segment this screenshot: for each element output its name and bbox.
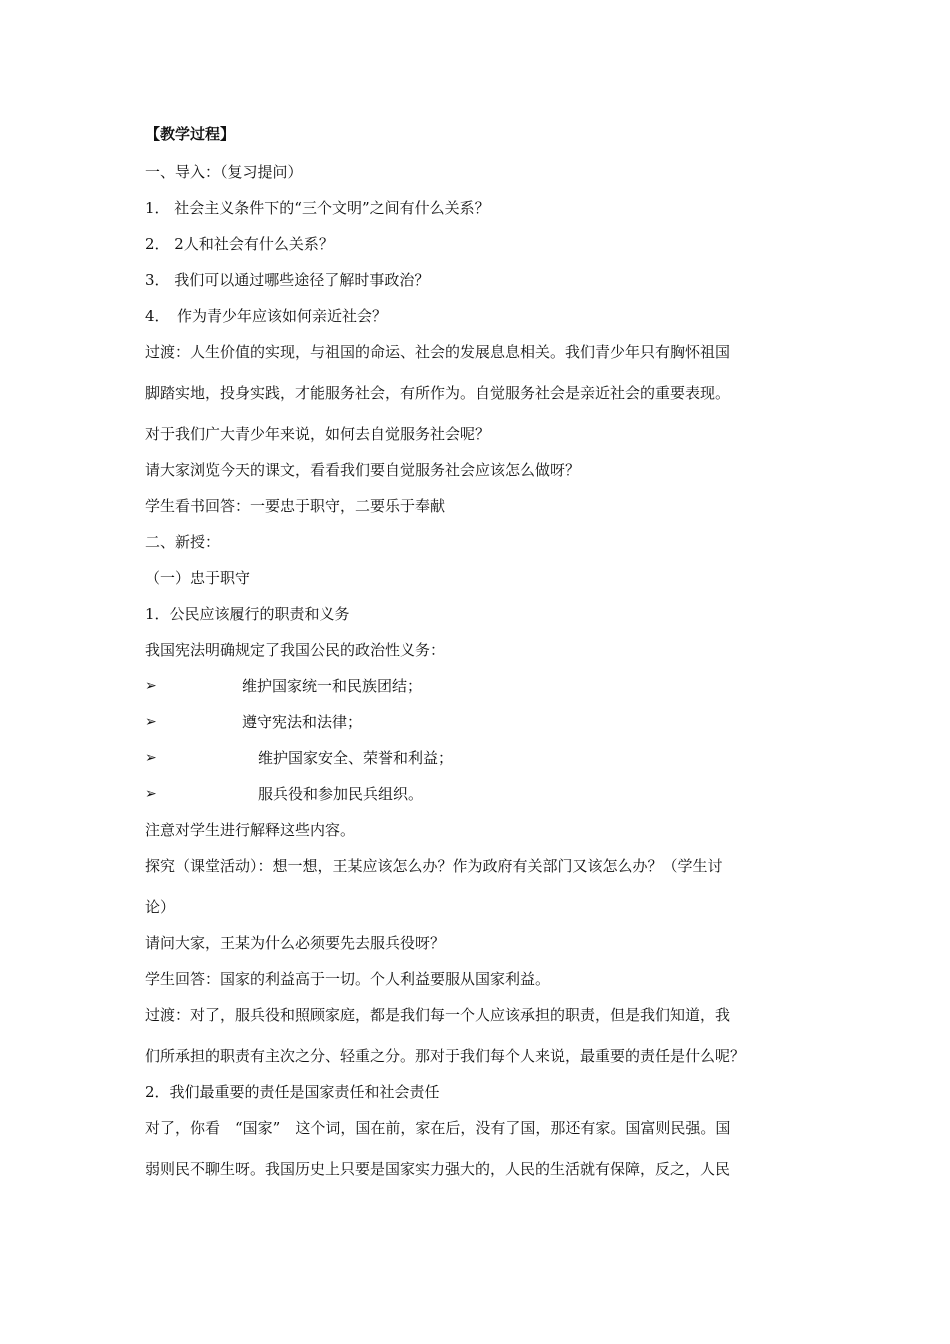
bullet-arrow-icon: ➢ xyxy=(145,678,157,694)
text-line: 一、导入：（复习提问） xyxy=(145,163,303,181)
text-line: 1． 社会主义条件下的“三个文明”之间有什么关系？ xyxy=(145,199,490,217)
text-line: 3． 我们可以通过哪些途径了解时事政治？ xyxy=(145,271,430,289)
text-line: 们所承担的职责有主次之分、轻重之分。那对于我们每个人来说，最重要的责任是什么呢？ xyxy=(145,1047,746,1065)
text-line: 4． 作为青少年应该如何亲近社会？ xyxy=(145,307,388,325)
bullet-item: 遵守宪法和法律； xyxy=(242,713,363,731)
bullet-item: 维护国家安全、荣誉和利益； xyxy=(258,749,454,767)
text-line: 2．我们最重要的责任是国家责任和社会责任 xyxy=(145,1083,440,1101)
bullet-item: 维护国家统一和民族团结； xyxy=(242,677,423,695)
bullet-arrow-icon: ➢ xyxy=(145,750,157,766)
text-line: 学生回答：国家的利益高于一切。个人利益要服从国家利益。 xyxy=(145,970,551,988)
bullet-item: 服兵役和参加民兵组织。 xyxy=(258,785,424,803)
text-line: 请问大家，王某为什么必须要先去服兵役呀？ xyxy=(145,934,446,952)
bullet-arrow-icon: ➢ xyxy=(145,786,157,802)
text-line: 请大家浏览今天的课文，看看我们要自觉服务社会应该怎么做呀？ xyxy=(145,461,581,479)
text-line: 注意对学生进行解释这些内容。 xyxy=(145,821,356,839)
text-line: 探究（课堂活动）：想一想，王某应该怎么办？作为政府有关部门又该怎么办？（学生讨 xyxy=(145,857,723,875)
text-line: 我国宪法明确规定了我国公民的政治性义务： xyxy=(145,641,446,659)
text-line: 1．公民应该履行的职责和义务 xyxy=(145,605,350,623)
text-line: （一）忠于职守 xyxy=(145,569,251,587)
text-line: 脚踏实地，投身实践，才能服务社会，有所作为。自觉服务社会是亲近社会的重要表现。 xyxy=(145,384,731,402)
text-line: 对于我们广大青少年来说，如何去自觉服务社会呢？ xyxy=(145,425,491,443)
text-line: 学生看书回答：一要忠于职守，二要乐于奉献 xyxy=(145,497,446,515)
text-line: 二、新授： xyxy=(145,533,221,551)
text-line: 过渡：人生价值的实现，与祖国的命运、社会的发展息息相关。我们青少年只有胸怀祖国 xyxy=(145,343,731,361)
section-title: 【教学过程】 xyxy=(145,125,236,143)
text-line: 对了，你看 “国家” 这个词，国在前，家在后，没有了国，那还有家。国富则民强。国 xyxy=(145,1119,731,1137)
text-line: 2． 2人和社会有什么关系？ xyxy=(145,235,334,253)
text-line: 过渡：对了，服兵役和照顾家庭，都是我们每一个人应该承担的职责，但是我们知道，我 xyxy=(145,1006,731,1024)
bullet-arrow-icon: ➢ xyxy=(145,714,157,730)
text-line: 弱则民不聊生呀。我国历史上只要是国家实力强大的，人民的生活就有保障，反之，人民 xyxy=(145,1160,731,1178)
text-line: 论） xyxy=(145,898,176,916)
